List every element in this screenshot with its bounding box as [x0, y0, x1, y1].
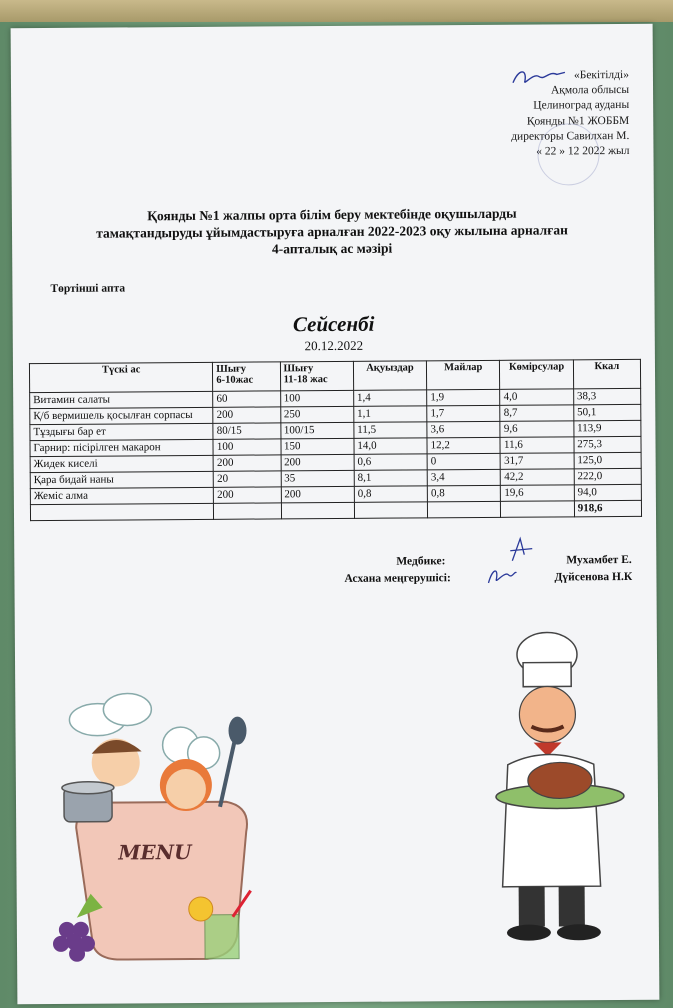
table-cell: 113,9	[574, 420, 641, 436]
table-cell-empty	[501, 501, 574, 518]
header-portion-senior: Шығу 11-18 жас	[280, 361, 354, 391]
table-cell: Жеміс алма	[30, 487, 213, 504]
header-carbs: Көмірсулар	[500, 360, 574, 390]
frame-top-bar	[0, 0, 673, 22]
table-cell: 8,1	[354, 470, 427, 487]
table-cell: 14,0	[354, 438, 427, 455]
table-total-row	[30, 500, 641, 520]
table-cell: Тұздығы бар ет	[30, 423, 213, 440]
kids-menu-clipart-icon	[35, 666, 267, 968]
table-cell: 125,0	[574, 452, 641, 468]
table-cell-empty	[281, 502, 354, 519]
menu-document	[11, 24, 660, 1004]
director-signature-icon	[509, 66, 569, 88]
table-cell: 0,6	[354, 454, 427, 471]
table-cell: 0	[427, 453, 500, 470]
menu-graphic-text: MENU	[118, 840, 192, 865]
table-cell: 100	[213, 439, 280, 455]
approval-block	[479, 68, 630, 160]
table-cell: 8,7	[500, 405, 573, 422]
total-kcal: 918,6	[574, 500, 641, 516]
table-cell: Қара бидай наны	[30, 471, 213, 488]
table-cell: 50,1	[573, 404, 640, 420]
table-cell: 42,2	[501, 469, 574, 486]
table-cell: Гарнир: пісірілген макарон	[30, 439, 213, 456]
school-stamp-icon	[537, 123, 599, 185]
table-cell-empty	[354, 502, 427, 519]
document-title	[52, 204, 612, 259]
table-cell: 35	[281, 470, 354, 487]
nurse-name: Мухамбет Е.	[566, 553, 632, 567]
table-cell: Жидек киселі	[30, 455, 213, 472]
approval-line-4: Қоянды №1 ЖОББМ	[526, 114, 630, 128]
table-cell: 94,0	[574, 484, 641, 500]
title-line-2: тамақтандыруды ұйымдастыруға арналған 2022-2023 оқу жылына арналған	[96, 222, 568, 241]
header-meal: Түскі ас	[29, 362, 212, 392]
day-name: Сейсенбі	[292, 311, 375, 337]
header-kcal: Ккал	[573, 359, 640, 388]
table-cell: Қ/б вермишель қосылған сорпасы	[30, 407, 213, 424]
table-cell: 150	[280, 438, 353, 455]
table-cell: 12,2	[427, 437, 500, 454]
table-cell: 1,1	[354, 406, 427, 423]
approval-line-5: директоры Савилхан М.	[511, 129, 630, 143]
table-cell: 3,4	[427, 469, 500, 486]
table-cell: 0,8	[354, 486, 427, 503]
header-fats: Майлар	[427, 360, 501, 390]
table-cell: 80/15	[213, 423, 280, 439]
table-cell: 200	[281, 454, 354, 471]
week-label: Төртінші апта	[50, 282, 126, 295]
table-cell: 100	[280, 390, 353, 407]
table-cell: 11,5	[354, 422, 427, 439]
table-cell: 200	[213, 455, 280, 471]
table-cell: 11,6	[500, 437, 573, 454]
table-cell: 275,3	[574, 436, 641, 452]
table-cell: Витамин салаты	[30, 391, 213, 408]
header-portion-junior: Шығу 6-10жас	[213, 362, 280, 391]
menu-table	[29, 359, 642, 521]
table-cell: 0,8	[427, 485, 500, 502]
chef-clipart-icon	[475, 624, 657, 955]
table-cell: 60	[213, 391, 280, 407]
table-cell-empty	[428, 501, 501, 518]
table-cell: 1,7	[427, 405, 500, 422]
title-line-1: Қоянды №1 жалпы орта білім беру мектебінде оқушыларды	[147, 205, 517, 224]
approval-line-3: Целиноград ауданы	[533, 99, 630, 113]
table-cell: 31,7	[501, 453, 574, 470]
table-cell: 1,4	[353, 390, 426, 407]
table-header-row	[29, 359, 640, 392]
nurse-signature-icon	[506, 535, 536, 565]
approval-line-2: Ақмола облысы	[550, 84, 630, 97]
table-cell-empty	[214, 503, 281, 519]
table-cell: 4,0	[500, 389, 573, 406]
table-cell: 1,9	[427, 389, 500, 406]
table-cell: 100/15	[280, 422, 353, 439]
table-cell: 9,6	[500, 421, 573, 438]
table-cell-empty	[30, 503, 213, 520]
table-cell: 200	[214, 487, 281, 503]
menu-date: 20.12.2022	[304, 337, 364, 354]
table-cell: 200	[281, 486, 354, 503]
approval-line-1: «Бекітілді»	[573, 68, 629, 82]
nurse-label: Медбике:	[396, 555, 446, 568]
table-cell: 250	[280, 406, 353, 423]
table-cell: 38,3	[573, 388, 640, 404]
table-cell: 200	[213, 407, 280, 423]
canteen-manager-name: Дүйсенова Н.К	[554, 570, 633, 584]
title-line-3: 4-апталық ас мәзірі	[271, 240, 393, 257]
table-cell: 222,0	[574, 468, 641, 484]
table-cell: 19,6	[501, 485, 574, 502]
header-proteins: Ақуыздар	[353, 361, 427, 391]
canteen-signature-icon	[484, 563, 518, 589]
canteen-manager-label: Асхана меңгерушісі:	[344, 572, 451, 585]
approval-date: « 22 » 12 2022 жыл	[536, 144, 630, 158]
table-cell: 3,6	[427, 421, 500, 438]
table-cell: 20	[213, 471, 280, 487]
